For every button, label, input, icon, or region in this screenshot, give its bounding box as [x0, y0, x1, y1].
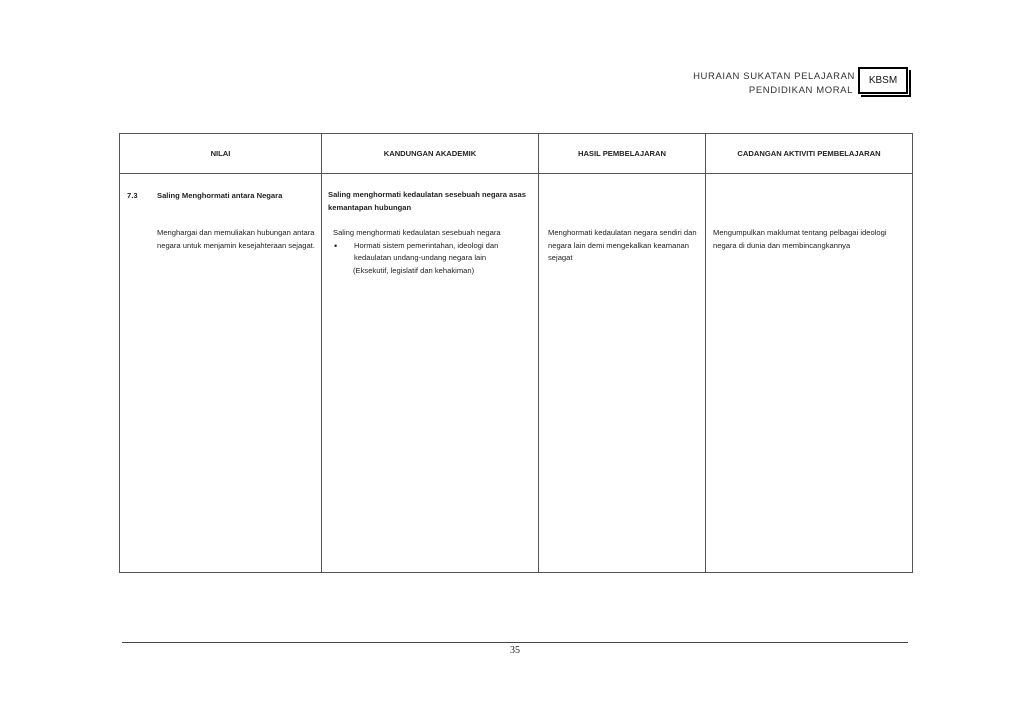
- footer-rule: [122, 642, 908, 643]
- nilai-description: Menghargai dan memuliakan hubungan antara negara untuk menjamin kesejahteraan sejagat.: [157, 228, 315, 250]
- cell-nilai: [120, 174, 322, 573]
- hasil-text: Menghormati kedaulatan negara sendiri dan negara lain demi mengekalkan keamanan sejagat: [548, 228, 697, 262]
- table-header-row: [120, 134, 913, 174]
- column-header-kandungan: KANDUNGAN AKADEMIK: [322, 134, 539, 174]
- row-number: 7.3: [127, 191, 138, 200]
- cadangan-text: Mengumpulkan maklumat tentang pelbagai ideologi negara di dunia dan membincangkannya: [713, 228, 887, 250]
- cell-hasil: [539, 174, 706, 573]
- table-row: [120, 174, 913, 573]
- kandungan-content: [333, 227, 533, 277]
- kandungan-bullet-text: Hormati sistem pemerintahan, ideologi dan kedaulatan undang-undang negara lain: [354, 240, 499, 262]
- document-header: [693, 70, 855, 98]
- cell-cadangan: [706, 174, 913, 573]
- kandungan-title: Saling menghormati kedaulatan sesebuah negara asas kemantapan hubungan: [328, 190, 526, 212]
- cell-kandungan: [322, 174, 539, 573]
- header-subtitle: PENDIDIKAN MORAL: [748, 85, 853, 96]
- column-header-nilai: NILAI: [120, 134, 322, 174]
- bullet-icon: •: [334, 240, 338, 251]
- kandungan-description: Saling menghormati kedaulatan sesebuah negara: [333, 228, 501, 237]
- kbsm-badge: KBSM: [858, 67, 908, 94]
- header-title: HURAIAN SUKATAN PELAJARAN: [693, 71, 855, 82]
- nilai-title: Saling Menghormati antara Negara: [157, 191, 283, 200]
- column-header-cadangan: CADANGAN AKTIVITI PEMBELAJARAN: [706, 134, 913, 174]
- column-header-hasil: HASIL PEMBELAJARAN: [539, 134, 706, 174]
- kandungan-bullet-item: [333, 240, 533, 265]
- page-number: 35: [510, 645, 520, 656]
- kandungan-note: (Eksekutif, legislatif dan kehakiman): [353, 265, 475, 275]
- syllabus-table: [119, 133, 913, 573]
